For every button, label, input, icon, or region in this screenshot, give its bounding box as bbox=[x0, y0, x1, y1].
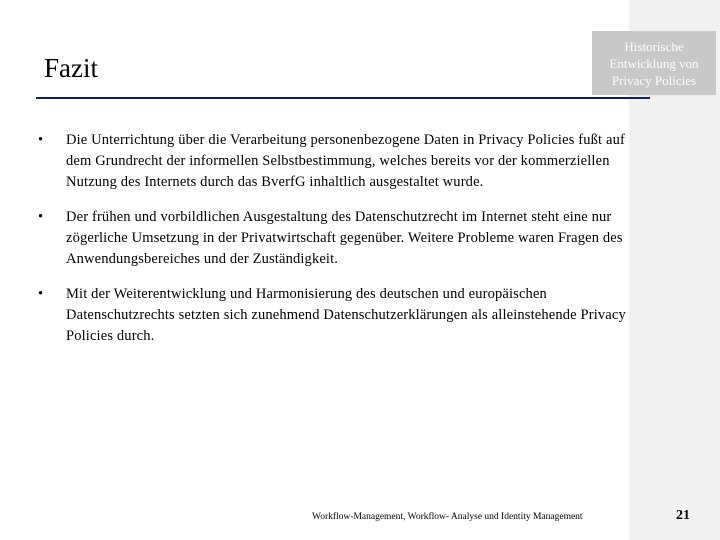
page-number: 21 bbox=[676, 508, 690, 523]
footer-text: Workflow-Management, Workflow- Analyse und Identity Management bbox=[312, 512, 583, 522]
bullet-marker: • bbox=[38, 132, 44, 148]
bullet-list bbox=[36, 130, 626, 361]
section-label: Historische Entwicklung von Privacy Policies bbox=[609, 38, 699, 88]
bullet-text: Die Unterrichtung über die Verarbeitung personenbezogene Daten in Privacy Policies fußt auf dem Grundrecht der informellen Selbstbestimmung, welches bereits vor der kommerziellen Nutzung des Internets durch das BverfG inhaltlich ausgestaltet wurde. bbox=[66, 132, 625, 190]
bullet-marker: • bbox=[38, 286, 44, 302]
bullet-item bbox=[36, 207, 626, 270]
slide-title: Fazit bbox=[44, 53, 98, 83]
title-underline bbox=[36, 97, 650, 99]
bullet-item bbox=[36, 284, 626, 347]
bullet-text: Mit der Weiterentwicklung und Harmonisierung des deutschen und europäischen Datenschutzrechts setzten sich zunehmend Datenschutzerklärungen als alleinstehende Privacy Policies durch. bbox=[66, 286, 626, 344]
bullet-marker: • bbox=[38, 209, 44, 225]
bullet-text: Der frühen und vorbildlichen Ausgestaltung des Datenschutzrecht im Internet steht eine nur zögerliche Umsetzung in der Privatwirtschaft gegenüber. Weitere Probleme waren Fragen des Anwendungsbereiches und der Zuständigkeit. bbox=[66, 209, 623, 267]
section-label-box bbox=[592, 31, 716, 95]
bullet-item bbox=[36, 130, 626, 193]
